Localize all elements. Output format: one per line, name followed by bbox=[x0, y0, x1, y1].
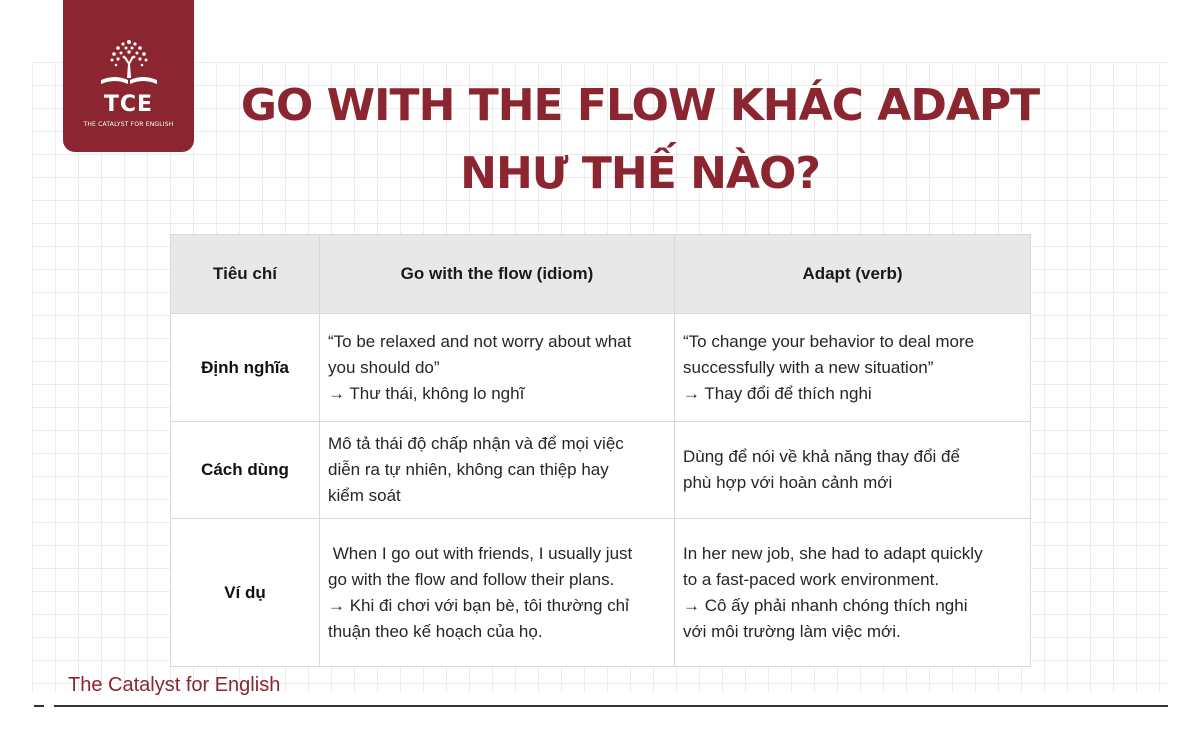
cell-line: “To be relaxed and not worry about what bbox=[328, 331, 632, 351]
row-label: Cách dùng bbox=[171, 422, 320, 519]
background-margin-left bbox=[0, 0, 32, 750]
title-line-2: NHƯ THẾ NÀO? bbox=[460, 148, 820, 199]
row-label: Ví dụ bbox=[171, 519, 320, 667]
definition-flow-cell bbox=[320, 314, 675, 422]
cell-line: kiểm soát bbox=[328, 486, 401, 505]
table-row-example bbox=[171, 519, 1031, 667]
example-adapt-cell bbox=[675, 519, 1031, 667]
page-title bbox=[200, 72, 1080, 208]
cell-line: → Thay đổi để thích nghi bbox=[683, 383, 872, 403]
cell-line: you should do” bbox=[328, 357, 440, 377]
cell-line: In her new job, she had to adapt quickly bbox=[683, 543, 983, 563]
cell-line: successfully with a new situation” bbox=[683, 357, 934, 377]
row-label: Định nghĩa bbox=[171, 314, 320, 422]
footer-brand-text: The Catalyst for English bbox=[68, 674, 281, 696]
cell-line: với môi trường làm việc mới. bbox=[683, 621, 901, 641]
table-header-row bbox=[171, 235, 1031, 314]
table-row-usage bbox=[171, 422, 1031, 519]
usage-flow-cell bbox=[320, 422, 675, 519]
background-margin-right bbox=[1168, 0, 1200, 750]
cell-line: → Cô ấy phải nhanh chóng thích nghi bbox=[683, 595, 968, 615]
cell-line: “To change your behavior to deal more bbox=[683, 331, 975, 351]
table-row-definition bbox=[171, 314, 1031, 422]
cell-line: go with the flow and follow their plans. bbox=[328, 569, 615, 589]
footer-divider bbox=[54, 705, 1168, 707]
title-line-1: GO WITH THE FLOW KHÁC ADAPT bbox=[240, 80, 1040, 131]
footer-divider-short bbox=[34, 705, 44, 707]
header-go-with-the-flow: Go with the flow (idiom) bbox=[320, 235, 675, 314]
header-adapt: Adapt (verb) bbox=[675, 235, 1031, 314]
cell-line: phù hợp với hoàn cảnh mới bbox=[683, 473, 893, 492]
logo-name: TCE bbox=[103, 92, 154, 117]
usage-adapt-cell bbox=[675, 422, 1031, 519]
cell-line: When I go out with friends, I usually just bbox=[328, 543, 633, 563]
cell-line: → Thư thái, không lo nghĩ bbox=[328, 383, 525, 403]
definition-adapt-cell bbox=[675, 314, 1031, 422]
comparison-table bbox=[170, 234, 1031, 667]
background-margin-bottom bbox=[0, 692, 1200, 750]
cell-line: thuận theo kế hoạch của họ. bbox=[328, 621, 543, 641]
tree-book-icon bbox=[93, 34, 165, 92]
brand-logo bbox=[63, 0, 194, 152]
header-criteria: Tiêu chí bbox=[171, 235, 320, 314]
cell-line: Dùng để nói về khả năng thay đổi để bbox=[683, 447, 960, 466]
cell-line: to a fast-paced work environment. bbox=[683, 569, 940, 589]
cell-line: Mô tả thái độ chấp nhận và để mọi việc bbox=[328, 434, 624, 453]
cell-line: → Khi đi chơi với bạn bè, tôi thường chỉ bbox=[328, 595, 629, 615]
cell-line: diễn ra tự nhiên, không can thiệp hay bbox=[328, 460, 609, 479]
logo-tagline: THE CATALYST FOR ENGLISH bbox=[83, 121, 174, 128]
example-flow-cell bbox=[320, 519, 675, 667]
